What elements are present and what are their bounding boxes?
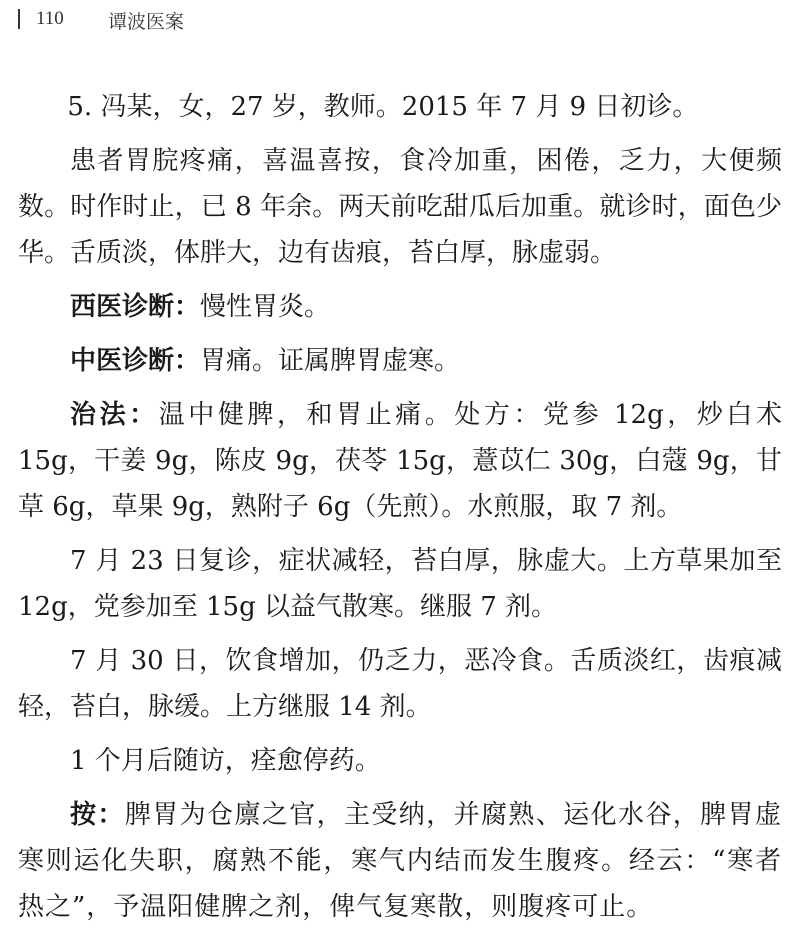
treatment <box>18 392 782 530</box>
western-diagnosis-label: 西医诊断： <box>70 292 201 322</box>
commentary-label: 按： <box>70 800 125 830</box>
case-title: 5. 冯某，女，27 岁，教师。2015 年 7 月 9 日初诊。 <box>67 92 699 122</box>
commentary-text: 脾胃为仓廪之官，主受纳，并腐熟、运化水谷，脾胃虚寒则运化失职，腐熟不能，寒气内结而发生腹疼。经云：“寒者热之”，予温阳健脾之剂，俾气复寒散，则腹疼可止。 <box>18 800 782 922</box>
tcm-diagnosis-text: 胃痛。证属脾胃虚寒。 <box>200 346 461 376</box>
western-diagnosis <box>18 284 782 330</box>
followup-1: 7 月 23 日复诊，症状减轻，苔白厚，脉虚大。上方草果加至 12g，党参加至 15g 以益气散寒。继服 7 剂。 <box>18 546 782 622</box>
book-title: 谭波医案 <box>108 11 185 33</box>
header-rule <box>18 9 20 29</box>
followup-3: 1 个月后随访，痊愈停药。 <box>70 746 381 776</box>
treatment-label: 治法： <box>70 400 159 430</box>
tcm-diagnosis <box>18 338 782 384</box>
case-complaint: 患者胃脘疼痛，喜温喜按，食冷加重，困倦，乏力，大便频数。时作时止，已 8 年余。两天前吃甜瓜后加重。就诊时，面色少华。舌质淡，体胖大，边有齿痕，苔白厚，脉虚弱。 <box>18 146 782 268</box>
page-header <box>0 0 800 38</box>
followup-2: 7 月 30 日，饮食增加，仍乏力，恶冷食。舌质淡红，齿痕减轻，苔白，脉缓。上方继服 14 剂。 <box>18 646 782 722</box>
page-number: 110 <box>36 8 64 29</box>
treatment-text: 温中健脾，和胃止痛。处方：党参 12g，炒白术 15g，干姜 9g，陈皮 9g，茯苓 15g，薏苡仁 30g，白蔻 9g，甘草 6g，草果 9g，熟附子 6g（先煎）。水煎服，取 7 剂。 <box>18 400 782 522</box>
case-text <box>18 84 782 938</box>
western-diagnosis-text: 慢性胃炎。 <box>200 292 331 322</box>
tcm-diagnosis-label: 中医诊断： <box>70 346 201 376</box>
commentary <box>18 792 782 930</box>
